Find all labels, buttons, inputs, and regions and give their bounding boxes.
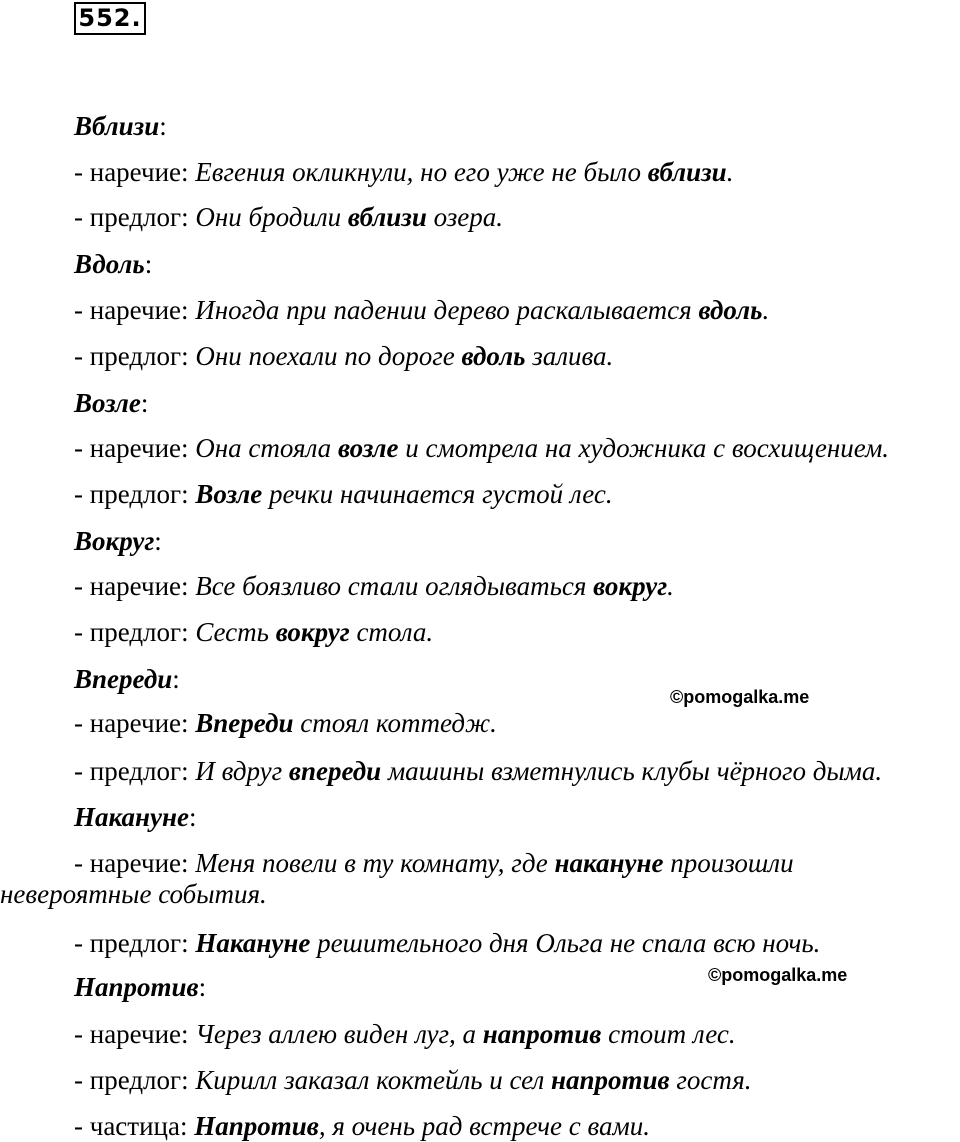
example-line — [74, 570, 674, 602]
example-continuation — [0, 878, 267, 910]
section-heading — [74, 387, 148, 419]
highlighted-word: вокруг — [275, 617, 350, 647]
part-of-speech-label: - наречие: — [74, 848, 196, 878]
part-of-speech-label: - наречие: — [74, 1019, 196, 1049]
heading-word: Накануне — [74, 802, 189, 832]
example-text: Она стояла — [195, 433, 338, 463]
example-text: Они поехали по дороге — [195, 341, 462, 371]
heading-word: Вблизи — [74, 111, 160, 141]
heading-word: Вдоль — [74, 249, 145, 279]
example-text: решительного дня Ольга не спала всю ночь. — [310, 928, 821, 958]
example-text: стоит лес. — [601, 1019, 736, 1049]
highlighted-word: Впереди — [195, 708, 294, 738]
example-text: . — [726, 157, 734, 187]
heading-colon: : — [172, 664, 180, 694]
example-line — [74, 156, 733, 188]
example-line — [74, 432, 889, 464]
example-text: , я очень рад встрече с вами. — [318, 1111, 650, 1141]
part-of-speech-label: - предлог: — [74, 617, 196, 647]
example-text: и смотрела на художника с восхищением. — [398, 433, 890, 463]
example-line — [74, 927, 820, 959]
example-text: невероятные события. — [0, 879, 267, 909]
example-text: Кирилл заказал коктейль и сел — [195, 1065, 552, 1095]
task-number: 552. — [74, 2, 146, 35]
highlighted-word: накануне — [554, 848, 664, 878]
example-text: произошли — [663, 848, 794, 878]
highlighted-word: возле — [337, 433, 399, 463]
example-text: Евгения окликнули, но его уже не было — [195, 157, 648, 187]
section-heading — [74, 663, 180, 695]
highlighted-word: вокруг — [593, 571, 668, 601]
heading-colon: : — [159, 111, 167, 141]
example-text: Через аллею виден луг, а — [195, 1019, 483, 1049]
heading-word: Напротив — [74, 972, 199, 1002]
part-of-speech-label: - наречие: — [74, 571, 196, 601]
example-line — [74, 478, 613, 510]
highlighted-word: впереди — [288, 756, 382, 786]
example-text: стола. — [349, 617, 434, 647]
heading-colon: : — [144, 249, 153, 279]
highlighted-word: Накануне — [195, 928, 311, 958]
example-text: гостя. — [669, 1065, 752, 1095]
example-text: Иногда при падении дерево раскалывается — [195, 295, 699, 325]
heading-colon: : — [198, 972, 207, 1002]
heading-colon: : — [140, 388, 149, 418]
example-line — [74, 1064, 752, 1096]
example-line — [74, 847, 794, 879]
highlighted-word: вблизи — [647, 157, 727, 187]
highlighted-word: вблизи — [347, 202, 427, 232]
part-of-speech-label: - наречие: — [74, 433, 196, 463]
part-of-speech-label: - наречие: — [74, 708, 196, 738]
example-text: И вдруг — [195, 756, 289, 786]
part-of-speech-label: - наречие: — [74, 157, 196, 187]
example-text: Они бродили — [195, 202, 348, 232]
part-of-speech-label: - предлог: — [74, 202, 196, 232]
part-of-speech-label: - предлог: — [74, 1065, 196, 1095]
part-of-speech-label: - частица: — [74, 1111, 195, 1141]
example-text: машины взметнулись клубы чёрного дыма. — [381, 756, 883, 786]
example-text: Все боязливо стали оглядываться — [195, 571, 594, 601]
example-line — [74, 707, 497, 739]
example-line — [74, 616, 433, 648]
highlighted-word: напротив — [551, 1065, 670, 1095]
example-text: залива. — [525, 341, 614, 371]
part-of-speech-label: - предлог: — [74, 756, 196, 786]
section-heading — [74, 525, 162, 557]
highlighted-word: Возле — [195, 479, 263, 509]
section-heading — [74, 110, 167, 142]
heading-colon: : — [188, 802, 197, 832]
example-text: Сесть — [195, 617, 276, 647]
example-line — [74, 340, 613, 372]
highlighted-word: Напротив — [194, 1111, 319, 1141]
example-line — [74, 294, 769, 326]
heading-word: Возле — [74, 388, 141, 418]
example-text: речки начинается густой лес. — [262, 479, 613, 509]
example-line — [74, 201, 503, 233]
section-heading — [74, 248, 152, 280]
section-heading — [74, 971, 206, 1003]
heading-colon: : — [154, 526, 162, 556]
part-of-speech-label: - предлог: — [74, 928, 196, 958]
example-text: Меня повели в ту комнату, где — [195, 848, 555, 878]
watermark: ©pomogalka.me — [670, 687, 810, 707]
heading-word: Вокруг — [74, 526, 155, 556]
example-line — [74, 1018, 736, 1050]
highlighted-word: вдоль — [698, 295, 763, 325]
example-line — [74, 1110, 650, 1142]
example-text: . — [762, 295, 770, 325]
example-text: стоял коттедж. — [293, 708, 497, 738]
part-of-speech-label: - наречие: — [74, 295, 196, 325]
part-of-speech-label: - предлог: — [74, 341, 196, 371]
watermark: ©pomogalka.me — [708, 965, 848, 985]
example-line — [74, 755, 882, 787]
highlighted-word: напротив — [482, 1019, 602, 1049]
section-heading — [74, 801, 196, 833]
part-of-speech-label: - предлог: — [74, 479, 196, 509]
heading-word: Впереди — [74, 664, 173, 694]
example-text: озера. — [426, 202, 504, 232]
highlighted-word: вдоль — [461, 341, 526, 371]
example-text: . — [667, 571, 674, 601]
